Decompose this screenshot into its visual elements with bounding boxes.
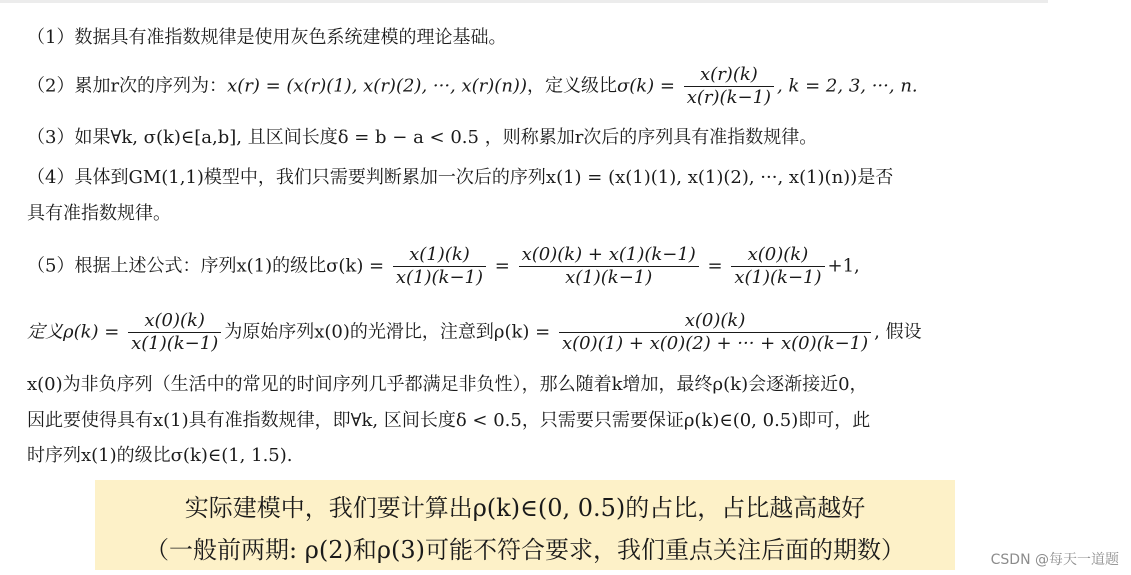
highlight-line-1: 实际建模中，我们要计算出ρ(k)∈(0, 0.5)的占比，占比越高越好 [184,494,866,522]
highlight-box [95,480,955,570]
highlight-line-2: （一般前两期: ρ(2)和ρ(3)可能不符合要求，我们重点关注后面的期数） [145,536,905,564]
paragraph-4-line-2: 具有准指数规律。 [27,203,171,224]
sigma-fraction: $\frac{x(r)(k)}{x(r)(k-1)}$ [684,64,774,109]
paragraph-7-line-2: 因此要使得具有x(1)具有准指数规律，即∀k, 区间长度δ < 0.5，只需要只需要保证ρ(k)∈(0, 0.5)即可，此 [27,410,871,431]
paragraph-7-line-3: 时序列x(1)的级比σ(k)∈(1, 1.5). [27,445,293,466]
paragraph-6: 定义ρ(k) = $\frac{x(0)(k)}{x(1)(k-1)}$ 为原始序列x(0)的光滑比，注意到ρ(k) = $\frac{x(0)(k)}{x(0)(1) + x(0)(2) + \cdot\cdot\cdot + x(0)(k-1)}$ , 假设 [27,310,922,354]
paragraph-5: （5）根据上述公式：序列x(1)的级比σ(k) = $\frac{x(1)(k)}{x(1)(k-1)}$ = $\frac{x(0)(k) + x(1)(k-1)}{x(1)(k-1)}$ = $\frac{x(0)(k)}{x(1)(k-1)}$ +1, [27,244,860,288]
paragraph-2: （2）累加r次的序列为：x(r) = (x(r)(1), x(r)(2), ···, x(r)(n))，定义级比σ(k) = $\frac{x(r)(k)}{x(r)(k-1)}$ , k = 2, 3, ···, n. [27,64,918,108]
paragraph-4-line-1: （4）具体到GM(1,1)模型中，我们只需要判断累加一次后的序列x(1) = (x(1)(1), x(1)(2), ···, x(1)(n))是否 [27,167,894,188]
paragraph-3: （3）如果∀k, σ(k)∈[a,b], 且区间长度δ = b − a < 0.5 ，则称累加r次后的序列具有准指数规律。 [27,127,818,148]
watermark: CSDN @每天一道题 [990,552,1119,568]
ratio-fraction-2: $\frac{x(0)(k) + x(1)(k-1)}{x(1)(k-1)}$ [519,244,699,289]
ratio-fraction-3: $\frac{x(0)(k)}{x(1)(k-1)}$ [731,244,824,289]
smooth-ratio-fraction: $\frac{x(0)(k)}{x(1)(k-1)}$ [128,310,221,355]
ratio-fraction-1: $\frac{x(1)(k)}{x(1)(k-1)}$ [393,244,486,289]
top-divider [0,0,1048,3]
rho-fraction: $\frac{x(0)(k)}{x(0)(1) + x(0)(2) + \cdot\cdot\cdot + x(0)(k-1)}$ [559,310,871,355]
paragraph-1: （1）数据具有准指数规律是使用灰色系统建模的理论基础。 [27,27,507,48]
paragraph-7-line-1: x(0)为非负序列（生活中的常见的时间序列几乎都满足非负性），那么随着k增加，最终ρ(k)会逐渐接近0， [27,374,868,395]
